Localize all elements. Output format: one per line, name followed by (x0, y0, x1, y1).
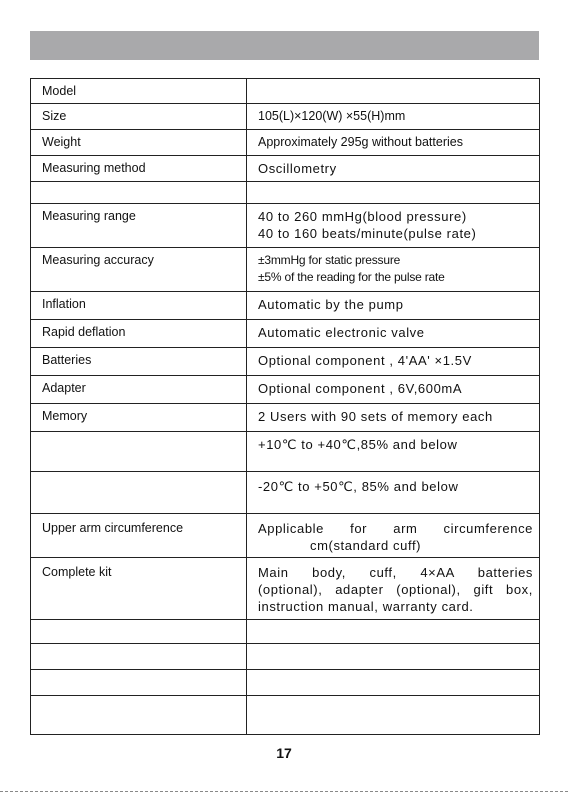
row-value (247, 514, 540, 558)
row-label: Weight (31, 130, 247, 156)
bottom-divider (0, 791, 568, 792)
row-value (247, 79, 540, 104)
table-row (31, 696, 540, 735)
row-label: Batteries (31, 348, 247, 376)
table-row (31, 104, 540, 130)
row-label: Model (31, 79, 247, 104)
value-line: Applicable for arm circumference (258, 521, 533, 536)
row-label: Measuring method (31, 156, 247, 182)
value-line: ±5% of the reading for the pulse rate (258, 270, 445, 284)
value-line: 40 to 160 beats/minute(pulse rate) (258, 226, 477, 241)
row-value: Automatic electronic valve (247, 320, 540, 348)
row-label: Memory (31, 404, 247, 432)
row-label (31, 670, 247, 696)
row-value: Approximately 295g without batteries (247, 130, 540, 156)
table-row (31, 204, 540, 248)
table-row (31, 670, 540, 696)
row-label: Upper arm circumference (31, 514, 247, 558)
row-label (31, 644, 247, 670)
row-label: Size (31, 104, 247, 130)
section-header-bar (30, 31, 539, 60)
row-value: Optional component , 6V,600mA (247, 376, 540, 404)
table-row (31, 404, 540, 432)
row-value: +10℃ to +40℃,85% and below (247, 432, 540, 472)
table-row (31, 292, 540, 320)
row-value: Automatic by the pump (247, 292, 540, 320)
table-row (31, 558, 540, 620)
row-label: Inflation (31, 292, 247, 320)
row-value (247, 670, 540, 696)
row-value: Optional component , 4'AA' ×1.5V (247, 348, 540, 376)
row-value (247, 558, 540, 620)
row-label: Measuring accuracy (31, 248, 247, 292)
table-row (31, 320, 540, 348)
table-row (31, 644, 540, 670)
value-line: ±3mmHg for static pressure (258, 253, 401, 267)
row-value: 2 Users with 90 sets of memory each (247, 404, 540, 432)
row-value (247, 204, 540, 248)
value-line: 40 to 260 mmHg(blood pressure) (258, 209, 467, 224)
row-value: -20℃ to +50℃, 85% and below (247, 472, 540, 514)
row-label: Complete kit (31, 558, 247, 620)
table-row (31, 620, 540, 644)
value-line: instruction manual, warranty card. (258, 599, 474, 614)
row-label: Adapter (31, 376, 247, 404)
value-line: cm(standard cuff) (310, 538, 422, 553)
row-value: Oscillometry (247, 156, 540, 182)
table-row (31, 130, 540, 156)
table-row (31, 156, 540, 182)
table-row (31, 432, 540, 472)
table-row (31, 182, 540, 204)
table-row (31, 248, 540, 292)
row-label: Measuring range (31, 204, 247, 248)
specifications-table (30, 78, 540, 735)
row-value (247, 248, 540, 292)
row-value (247, 696, 540, 735)
row-label: Rapid deflation (31, 320, 247, 348)
page-number: 17 (276, 745, 292, 761)
row-label (31, 472, 247, 514)
table-row (31, 376, 540, 404)
row-label (31, 432, 247, 472)
row-label (31, 696, 247, 735)
table-row (31, 348, 540, 376)
row-value: 105(L)×120(W) ×55(H)mm (247, 104, 540, 130)
table-row (31, 514, 540, 558)
table-row (31, 472, 540, 514)
row-value (247, 644, 540, 670)
table-row (31, 79, 540, 104)
row-label (31, 620, 247, 644)
value-line: Main body, cuff, 4×AA batteries (258, 565, 533, 580)
row-value (247, 620, 540, 644)
value-line: (optional), adapter (optional), gift box, (258, 582, 533, 597)
row-value (247, 182, 540, 204)
row-label (31, 182, 247, 204)
